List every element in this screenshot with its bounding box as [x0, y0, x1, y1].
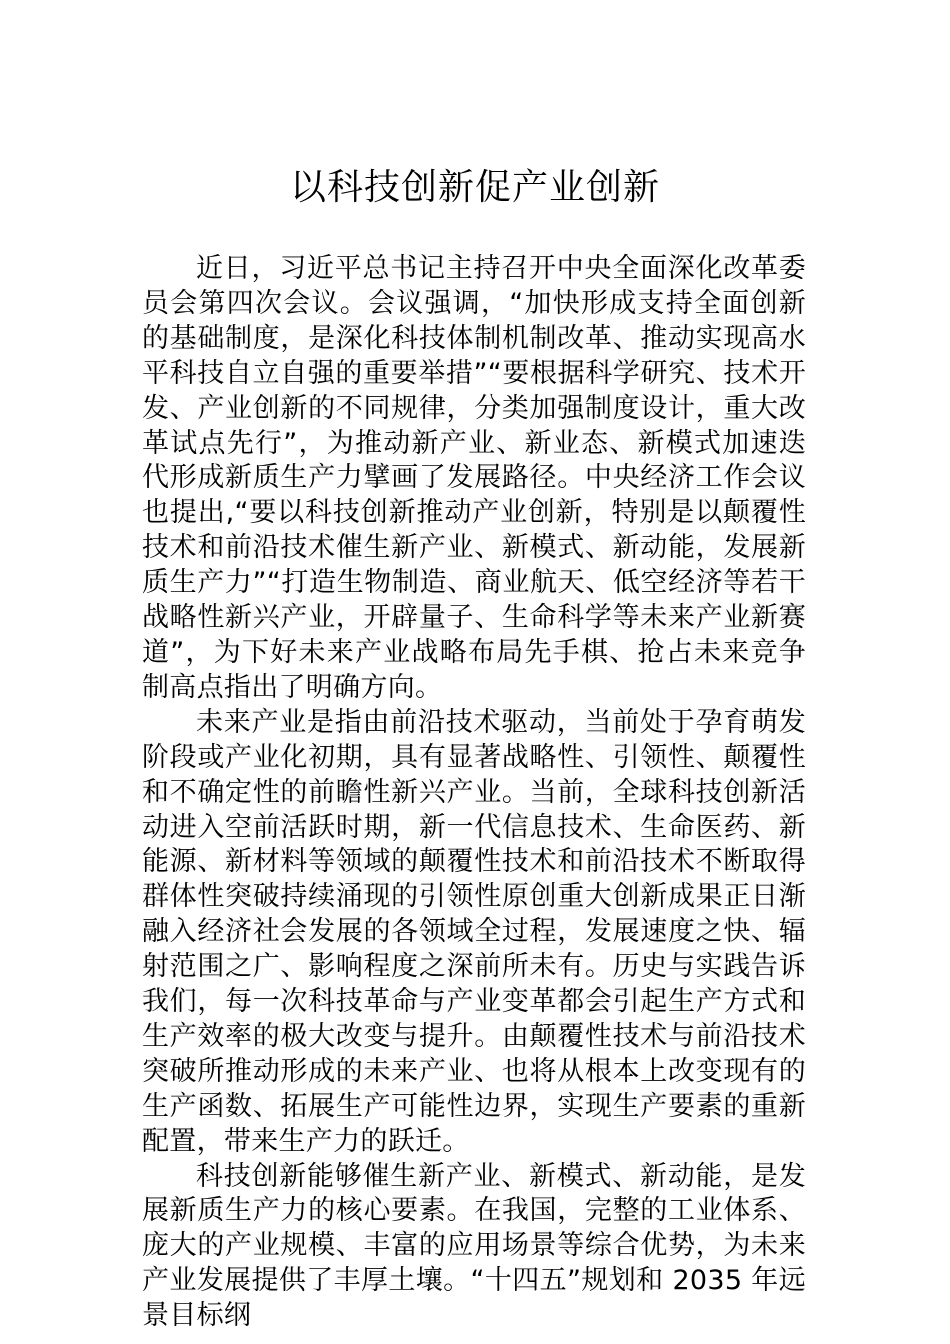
paragraph-2: 未来产业是指由前沿技术驱动，当前处于孕育萌发阶段或产业化初期，具有显著战略性、引领性、颠覆性和不确定性的前瞻性新兴产业。当前，全球科技创新活动进入空前活跃时期，新一代信息技术、生命医药、新能源、新材料等领域的颠覆性技术和前沿技术不断取得群体性突破持续涌现的引领性原创重大创新成果正日渐融入经济社会发展的各领域全过程，发展速度之快、辐射范围之广、影响程度之深前所未有。历史与实践告诉我们，每一次科技革命与产业变革都会引起生产方式和生产效率的极大改变与提升。由颠覆性技术与前沿技术突破所推动形成的未来产业、也将从根本上改变现有的生产函数、拓展生产可能性边界，实现生产要素的重新配置，带来生产力的跃迁。 [142, 706, 806, 1157]
article-body [142, 252, 806, 1334]
page-title: 以科技创新促产业创新 [289, 167, 660, 208]
paragraph-3: 科技创新能够催生新产业、新模式、新动能，是发展新质生产力的核心要素。在我国，完整的工业体系、庞大的产业规模、丰富的应用场景等综合优势，为未来产业发展提供了丰厚土壤。“十四五”规划和 2035 年远景目标纲 [142, 1160, 806, 1332]
paragraph-1: 近日，习近平总书记主持召开中央全面深化改革委员会第四次会议。会议强调，“加快形成支持全面创新的基础制度，是深化科技体制机制改革、推动实现高水平科技自立自强的重要举措”“要根据科学研究、技术开发、产业创新的不同规律，分类加强制度设计，重大改革试点先行”，为推动新产业、新业态、新模式加速迭代形成新质生产力擘画了发展路径。中央经济工作会议也提出,“要以科技创新推动产业创新，特别是以颠覆性技术和前沿技术催生新产业、新模式、新动能，发展新质生产力”“打造生物制造、商业航天、低空经济等若干战略性新兴产业，开辟量子、生命科学等未来产业新赛道”，为下好未来产业战略布局先手棋、抢占未来竞争制高点指出了明确方向。 [142, 253, 806, 703]
